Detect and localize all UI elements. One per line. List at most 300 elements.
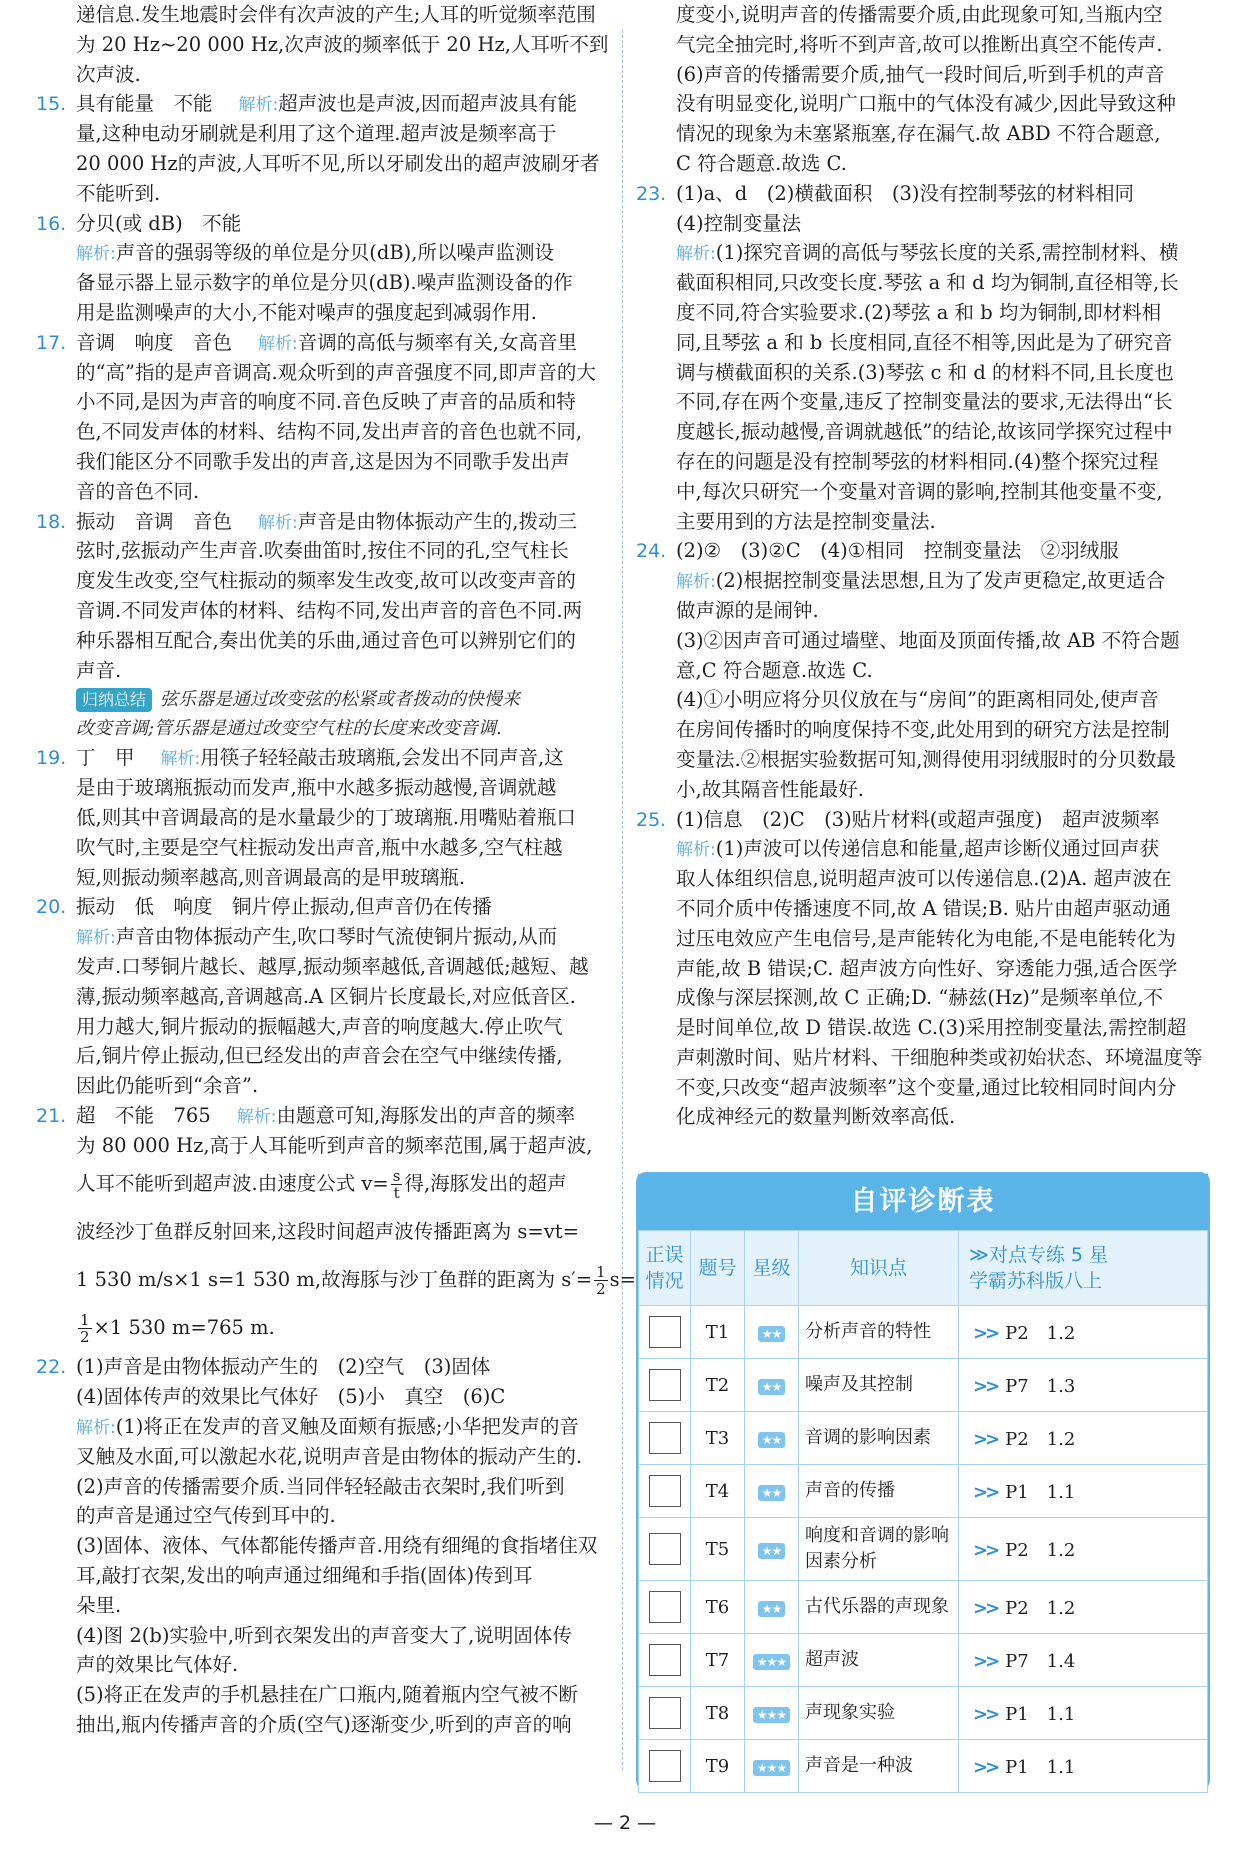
status-checkbox[interactable] <box>649 1369 681 1401</box>
line-text: (2)根据控制变量法思想,且为了发声更稳定,故更适合 <box>715 569 1166 593</box>
line-text: 声音. <box>76 658 122 682</box>
reference-cell <box>959 1412 1208 1465</box>
line-text: 度不同,符合实验要求.(2)琴弦 a 和 b 均为铜制,即材料相 <box>676 300 1162 324</box>
answer-text: 音调 响度 音色 <box>76 330 233 354</box>
text-line <box>636 238 1216 268</box>
text-line <box>36 1352 612 1382</box>
reference-text: P7 1.3 <box>1005 1376 1076 1397</box>
line-text: 声音是由物体振动产生的,拨动三 <box>297 509 577 533</box>
line-text: 中,每次只研究一个变量对音调的影响,控制其他变量不变, <box>676 479 1163 503</box>
status-checkbox[interactable] <box>649 1697 681 1729</box>
text-line <box>636 0 1216 30</box>
fraction-half-a: $\frac{1}{2}$ <box>596 1263 606 1299</box>
line-text: 取人体组织信息,说明超声波可以传递信息.(2)A. 超声波在 <box>676 867 1172 891</box>
text-line <box>636 328 1216 358</box>
reference-cell <box>959 1740 1208 1793</box>
question-id: T1 <box>691 1306 745 1359</box>
analysis-label: 解析: <box>160 749 201 770</box>
text-line <box>636 834 1216 864</box>
line-text: 短,则振动频率越高,则音调最高的是甲玻璃瓶. <box>76 865 466 889</box>
analysis-label: 解析: <box>258 512 298 533</box>
question-id: T6 <box>691 1581 745 1634</box>
page-number: — 2 — <box>593 1812 657 1834</box>
line-text: 是由于玻璃瓶振动而发声,瓶中水越多振动越慢,音调就越 <box>76 776 557 800</box>
line-text: 为 20 Hz~20 000 Hz,次声波的频率低于 20 Hz,人耳听不到 <box>76 32 609 56</box>
reference-cell <box>959 1634 1208 1687</box>
status-checkbox[interactable] <box>649 1422 681 1454</box>
text-line <box>36 803 612 833</box>
reference-text: P2 1.2 <box>1005 1540 1076 1561</box>
line-text: 不同介质中传播速度不同,故 A 错误;B. 贴片由超声驱动通 <box>676 896 1171 920</box>
line-text: 20 000 Hz的声波,人耳听不见,所以牙刷发出的超声波刷牙者 <box>76 151 600 175</box>
line-text: 弦时,弦振动产生声音.吹奏曲笛时,按住不同的孔,空气柱长 <box>76 539 569 563</box>
line-text: 声刺激时间、贴片材料、干细胞种类或初始状态、环境温度等 <box>676 1045 1203 1069</box>
line-text: 没有明显变化,说明广口瓶中的气体没有减少,因此导致这种 <box>676 92 1176 116</box>
line-text: (6)声音的传播需要介质,抽气一段时间后,听到手机的声音 <box>676 62 1165 86</box>
text-line <box>636 924 1216 954</box>
line-text: 用是监测噪声的大小,不能对噪声的强度起到减弱作用. <box>76 300 537 324</box>
text-line <box>636 685 1216 715</box>
text-line <box>636 387 1216 417</box>
text-line <box>636 715 1216 745</box>
reference-text: P2 1.2 <box>1005 1429 1076 1450</box>
question-number: 16. <box>36 212 67 235</box>
line-text: 音的音色不同. <box>76 479 200 503</box>
text-line <box>636 298 1216 328</box>
text-line <box>636 149 1216 179</box>
text-line <box>36 656 612 686</box>
answer-text: 超 不能 765 <box>76 1103 211 1127</box>
line-text: 同,且琴弦 a 和 b 长度相同,直径不相等,因此是为了研究音 <box>676 330 1173 354</box>
star-rating <box>745 1581 799 1634</box>
summary-line-2: 改变音调;管乐器是通过改变空气柱的长度来改变音调. <box>76 718 502 740</box>
question-number: 17. <box>36 331 67 354</box>
text-line <box>636 268 1216 298</box>
text-line <box>36 626 612 656</box>
header-point: 知识点 <box>799 1231 959 1306</box>
diagnosis-row <box>639 1634 1208 1687</box>
analysis-label: 解析: <box>676 572 716 593</box>
line-text: 朵里. <box>76 1593 122 1617</box>
status-cell <box>639 1359 691 1412</box>
line-text: (2)声音的传播需要介质.当同伴轻轻敲击衣架时,我们听到 <box>76 1474 565 1498</box>
star-icon: ★★★ <box>753 1760 790 1776</box>
double-chevron-icon: >> <box>973 1429 998 1450</box>
answer-text: 具有能量 不能 <box>76 92 213 116</box>
text-line <box>636 209 1216 239</box>
answer-text: (4)控制变量法 <box>676 211 802 235</box>
line-text: 声音由物体振动产生,吹口琴时气流使铜片振动,从而 <box>115 925 558 949</box>
text-line <box>636 30 1216 60</box>
question-number: 18. <box>36 510 67 533</box>
line-text: 截面积相同,只改变长度.琴弦 a 和 d 均为铜制,直径相等,长 <box>676 271 1179 295</box>
knowledge-point: 古代乐器的声现象 <box>799 1581 959 1634</box>
line-text: 不变,只改变“超声波频率”这个变量,通过比较相同时间内分 <box>676 1075 1177 1099</box>
text-line <box>36 1650 612 1680</box>
text-line <box>636 179 1216 209</box>
answer-block-left-a <box>36 0 612 685</box>
text-line <box>36 1621 612 1651</box>
diagnosis-table <box>636 1172 1210 1790</box>
text-line <box>636 775 1216 805</box>
text-line <box>636 536 1216 566</box>
text-line <box>36 536 612 566</box>
question-id: T2 <box>691 1359 745 1412</box>
line-text: 备显示器上显示数字的单位是分贝(dB).噪声监测设备的作 <box>76 271 573 295</box>
reference-text: P1 1.1 <box>1005 1704 1076 1725</box>
line-text: 情况的现象为未塞紧瓶塞,存在漏气.故 ABD 不符合题意, <box>676 122 1161 146</box>
formula-line-1: 人耳不能听到超声波.由速度公式 v= $\frac{s}{t}$ 得,海豚发出的超声 <box>76 1167 567 1203</box>
analysis-label: 解析: <box>238 95 279 116</box>
text-line <box>636 1043 1216 1073</box>
knowledge-point: 超声波 <box>799 1634 959 1687</box>
fraction-half-b: $\frac{1}{2}$ <box>80 1311 90 1347</box>
text-line <box>36 477 612 507</box>
analysis-label: 解析: <box>76 1418 116 1439</box>
status-checkbox[interactable] <box>649 1475 681 1507</box>
answer-text: (4)固体传声的效果比气体好 (5)小 真空 (6)C <box>76 1385 506 1409</box>
diagnosis-grid <box>638 1230 1208 1793</box>
knowledge-point: 噪声及其控制 <box>799 1359 959 1412</box>
answer-block-left-b <box>36 743 612 1160</box>
reference-cell <box>959 1306 1208 1359</box>
fraction-s-over-t: $\frac{s}{t}$ <box>392 1167 401 1203</box>
answer-text: (1)信息 (2)C (3)贴片材料(或超声强度) 超声波频率 <box>676 807 1160 831</box>
line-text: 不能听到. <box>76 181 161 205</box>
star-icon: ★★ <box>758 1379 786 1395</box>
line-text: 小,故其隔音性能最好. <box>676 777 864 801</box>
text-line <box>36 892 612 922</box>
knowledge-point: 声音的传播 <box>799 1465 959 1518</box>
line-text: 声能,故 B 错误;C. 超声波方向性好、穿透能力强,适合医学 <box>676 956 1178 980</box>
line-text: 小不同,是因为声音的响度不同.音色反映了声音的品质和特 <box>76 390 576 414</box>
text-line <box>36 773 612 803</box>
summary-line-1: 归纳总结 弦乐器是通过改变弦的松紧或者拨动的快慢来 <box>36 685 612 714</box>
text-line <box>36 1071 612 1101</box>
text-line <box>36 982 612 1012</box>
reference-cell <box>959 1687 1208 1740</box>
analysis-label: 解析: <box>676 244 716 265</box>
line-text: 化成神经元的数量判断效率高低. <box>676 1105 956 1129</box>
question-id: T5 <box>691 1518 745 1581</box>
text-line <box>36 89 612 119</box>
answer-text: (1)a、d (2)横截面积 (3)没有控制琴弦的材料相同 <box>676 181 1134 205</box>
header-stars: 星级 <box>745 1231 799 1306</box>
text-line <box>36 328 612 358</box>
text-line <box>636 1073 1216 1103</box>
text-line <box>36 119 612 149</box>
text-line <box>636 119 1216 149</box>
text-line <box>636 864 1216 894</box>
line-text: (1)探究音调的高低与琴弦长度的关系,需控制材料、横 <box>715 241 1179 265</box>
question-id: T4 <box>691 1465 745 1518</box>
text-line <box>636 596 1216 626</box>
reference-text: P7 1.4 <box>1005 1651 1076 1672</box>
line-text: 的声音是通过空气传到耳中的. <box>76 1504 336 1528</box>
diagnosis-row <box>639 1687 1208 1740</box>
question-number: 24. <box>636 540 667 563</box>
question-id: T3 <box>691 1412 745 1465</box>
answer-text: (1)声音是由物体振动产生的 (2)空气 (3)固体 <box>76 1355 491 1379</box>
line-text: 我们能区分不同歌手发出的声音,这是因为不同歌手发出声 <box>76 449 570 473</box>
line-text: 声的效果比气体好. <box>76 1653 239 1677</box>
line-text: 是时间单位,故 D 错误.故选 C.(3)采用控制变量法,需控制超 <box>676 1016 1187 1040</box>
text-line <box>36 1561 612 1591</box>
double-chevron-icon: >> <box>973 1376 998 1397</box>
line-text: 度发生改变,空气柱振动的频率发生改变,故可以改变声音的 <box>76 569 576 593</box>
knowledge-point: 响度和音调的影响因素分析 <box>799 1518 959 1581</box>
text-line <box>636 89 1216 119</box>
knowledge-point: 声现象实验 <box>799 1687 959 1740</box>
text-line <box>36 238 612 268</box>
line-text: C 符合题意.故选 C. <box>676 151 847 175</box>
status-cell <box>639 1581 691 1634</box>
analysis-label: 解析: <box>258 333 298 354</box>
text-line <box>36 30 612 60</box>
answer-text: (2)② (3)②C (4)①相同 控制变量法 ②羽绒服 <box>676 539 1119 563</box>
line-text: (1)声波可以传递信息和能量,超声诊断仪通过回声获 <box>715 837 1160 861</box>
line-text: 由题意可知,海豚发出的声音的频率 <box>276 1103 576 1127</box>
star-rating <box>745 1634 799 1687</box>
text-line <box>36 298 612 328</box>
star-rating <box>745 1465 799 1518</box>
text-line <box>636 1013 1216 1043</box>
question-number: 23. <box>636 182 667 205</box>
text-line <box>36 566 612 596</box>
line-text: 度变小,说明声音的传播需要介质,由此现象可知,当瓶内空 <box>676 3 1163 26</box>
text-line <box>36 1710 612 1740</box>
line-text: 不同,存在两个变量,违反了控制变量法的要求,无法得出“长 <box>676 390 1173 414</box>
text-line <box>36 1501 612 1531</box>
double-chevron-icon: >> <box>973 1598 998 1619</box>
text-line <box>636 417 1216 447</box>
summary-badge: 归纳总结 <box>76 688 152 712</box>
header-status: 正误 情况 <box>639 1231 691 1306</box>
text-line <box>36 1041 612 1071</box>
text-line <box>636 477 1216 507</box>
line-text: 发声.口琴铜片越长、越厚,振动频率越低,音调越低;越短、越 <box>76 954 589 978</box>
text-line <box>36 952 612 982</box>
diagnosis-row <box>639 1518 1208 1581</box>
double-chevron-icon: >> <box>973 1540 998 1561</box>
line-text: (3)②因声音可通过墙壁、地面及顶面传播,故 AB 不符合题 <box>676 628 1180 652</box>
line-text: 种乐器相互配合,奏出优美的乐曲,通过音色可以辨别它们的 <box>76 628 576 652</box>
line-text: 超声波也是声波,因而超声波具有能 <box>278 92 577 116</box>
status-cell <box>639 1740 691 1793</box>
status-checkbox[interactable] <box>649 1533 681 1565</box>
text-line <box>636 358 1216 388</box>
line-text: (4)图 2(b)实验中,听到衣架发出的声音变大了,说明固体传 <box>76 1623 572 1647</box>
double-chevron-icon: >> <box>973 1323 998 1344</box>
status-cell <box>639 1518 691 1581</box>
reference-cell <box>959 1465 1208 1518</box>
line-text: 吹气时,主要是空气柱振动发出声音,瓶中水越多,空气柱越 <box>76 835 563 859</box>
formula-line-2: 波经沙丁鱼群反射回来,这段时间超声波传播距离为 s=vt= <box>76 1220 579 1244</box>
status-cell <box>639 1412 691 1465</box>
knowledge-point: 音调的影响因素 <box>799 1412 959 1465</box>
text-line <box>36 863 612 893</box>
double-chevron-icon: >> <box>973 1757 998 1778</box>
question-id: T8 <box>691 1687 745 1740</box>
line-text: 用筷子轻轻敲击玻璃瓶,会发出不同声音,这 <box>200 746 564 770</box>
header-ref: ≫对点专练 5 星 学霸苏科版八上 <box>959 1231 1208 1306</box>
line-text: 做声源的是闹钟. <box>676 598 819 622</box>
text-line <box>636 507 1216 537</box>
line-text: 声音的强弱等级的单位是分贝(dB),所以噪声监测设 <box>115 241 554 265</box>
status-checkbox[interactable] <box>649 1644 681 1676</box>
line-text: 次声波. <box>76 62 141 86</box>
header-number: 题号 <box>691 1231 745 1306</box>
analysis-label: 解析: <box>76 244 116 265</box>
answer-text: 分贝(或 dB) 不能 <box>76 211 242 235</box>
reference-cell <box>959 1518 1208 1581</box>
text-line <box>36 417 612 447</box>
text-line <box>36 743 612 773</box>
star-icon: ★★ <box>758 1485 786 1501</box>
diagnosis-table-title: 自评诊断表 <box>638 1174 1208 1230</box>
line-text: (1)将正在发声的音叉触及面颊有振感;小华把发声的音 <box>115 1415 579 1439</box>
line-text: 气完全抽完时,将听不到声音,故可以推断出真空不能传声. <box>676 32 1163 56</box>
star-rating <box>745 1518 799 1581</box>
text-line <box>36 179 612 209</box>
line-text: 音调.不同发声体的材料、结构不同,发出声音的音色不同.两 <box>76 598 583 622</box>
question-number: 20. <box>36 896 67 919</box>
formula-line-3: 1 530 m/s×1 s=1 530 m,故海豚与沙丁鱼群的距离为 s′= $\frac{1}{2}$ s= <box>76 1263 636 1299</box>
text-line <box>636 894 1216 924</box>
text-line <box>36 0 612 30</box>
text-line <box>36 209 612 239</box>
diagnosis-row <box>639 1465 1208 1518</box>
status-checkbox[interactable] <box>649 1316 681 1348</box>
line-text: 意,C 符合题意.故选 C. <box>676 658 873 682</box>
status-cell <box>639 1634 691 1687</box>
line-text: (3)固体、液体、气体都能传播声音.用绕有细绳的食指堵住双 <box>76 1534 598 1558</box>
line-text: 薄,振动频率越高,音调越高.A 区铜片长度最长,对应低音区. <box>76 984 576 1008</box>
answer-text: 振动 音调 音色 <box>76 509 233 533</box>
text-line <box>36 507 612 537</box>
analysis-label: 解析: <box>76 928 116 949</box>
star-icon: ★★ <box>758 1326 786 1342</box>
formula-line-4: $\frac{1}{2}$ ×1 530 m=765 m. <box>80 1311 275 1347</box>
line-text: 递信息.发生地震时会伴有次声波的产生;人耳的听觉频率范围 <box>76 3 596 26</box>
line-text: 在房间传播时的响度保持不变,此处用到的研究方法是控制 <box>676 718 1170 742</box>
text-line <box>36 387 612 417</box>
star-rating <box>745 1740 799 1793</box>
text-line <box>36 833 612 863</box>
text-line <box>36 1531 612 1561</box>
line-text: 调与横截面积的关系.(3)琴弦 c 和 d 的材料不同,且长度也 <box>676 360 1174 384</box>
text-line <box>636 1102 1216 1132</box>
line-text: (5)将正在发声的手机悬挂在广口瓶内,随着瓶内空气被不断 <box>76 1683 578 1707</box>
text-line <box>636 656 1216 686</box>
double-chevron-icon: >> <box>973 1651 998 1672</box>
line-text: 低,则其中音调最高的是水量最少的丁玻璃瓶.用嘴贴着瓶口 <box>76 805 576 829</box>
formula-block <box>36 1160 636 1352</box>
text-line <box>36 358 612 388</box>
star-rating <box>745 1306 799 1359</box>
text-line <box>636 954 1216 984</box>
diagnosis-header-row <box>639 1231 1208 1306</box>
text-line <box>36 60 612 90</box>
diagnosis-row <box>639 1581 1208 1634</box>
status-checkbox[interactable] <box>649 1750 681 1782</box>
text-line <box>36 1442 612 1472</box>
text-line <box>636 983 1216 1013</box>
text-line <box>36 596 612 626</box>
analysis-label: 解析: <box>236 1106 277 1127</box>
line-text: 度越长,振动越慢,音调就越低”的结论,故该同学探究过程中 <box>676 420 1173 444</box>
answer-block-right <box>636 0 1216 1132</box>
question-number: 21. <box>36 1104 67 1127</box>
text-line <box>36 268 612 298</box>
text-line <box>36 1412 612 1442</box>
text-line <box>36 1591 612 1621</box>
line-text: 为 80 000 Hz,高于人耳能听到声音的频率范围,属于超声波, <box>76 1133 593 1157</box>
answer-text: 丁 甲 <box>76 746 135 770</box>
column-divider <box>622 30 623 1770</box>
star-icon: ★★ <box>758 1543 786 1559</box>
text-line <box>36 1131 612 1161</box>
star-rating <box>745 1687 799 1740</box>
reference-text: P2 1.2 <box>1005 1598 1076 1619</box>
star-icon: ★★★ <box>753 1654 790 1670</box>
star-rating <box>745 1412 799 1465</box>
line-text: 叉触及水面,可以激起水花,说明声音是由物体的振动产生的. <box>76 1444 583 1468</box>
line-text: 过压电效应产生电信号,是声能转化为电能,不是电能转化为 <box>676 926 1176 950</box>
knowledge-point: 分析声音的特性 <box>799 1306 959 1359</box>
right-column <box>636 0 1216 1132</box>
diagnosis-row <box>639 1412 1208 1465</box>
text-line <box>36 1012 612 1042</box>
text-line <box>36 447 612 477</box>
knowledge-point: 声音是一种波 <box>799 1740 959 1793</box>
star-icon: ★★ <box>758 1432 786 1448</box>
text-line <box>36 1680 612 1710</box>
text-line <box>36 922 612 952</box>
question-number: 22. <box>36 1356 67 1379</box>
line-text: 耳,敲打衣架,发出的响声通过细绳和手指(固体)传到耳 <box>76 1564 533 1588</box>
line-text: 量,这种电动牙刷就是利用了这个道理.超声波是频率高于 <box>76 122 557 146</box>
text-line <box>636 805 1216 835</box>
left-column <box>36 0 636 1740</box>
reference-text: P1 1.1 <box>1005 1757 1076 1778</box>
line-text: 抽出,瓶内传播声音的介质(空气)逐渐变少,听到的声音的响 <box>76 1713 572 1737</box>
answer-block-left-c <box>36 1352 612 1739</box>
text-line <box>36 1472 612 1502</box>
line-text: 存在的问题是没有控制琴弦的材料相同.(4)整个探究过程 <box>676 449 1159 473</box>
reference-text: P1 1.1 <box>1005 1482 1076 1503</box>
status-checkbox[interactable] <box>649 1591 681 1623</box>
diagnosis-row <box>639 1359 1208 1412</box>
double-chevron-icon: >> <box>973 1482 998 1503</box>
reference-cell <box>959 1581 1208 1634</box>
star-icon: ★★ <box>758 1601 786 1617</box>
line-text: 后,铜片停止振动,但已经发出的声音会在空气中继续传播, <box>76 1044 563 1068</box>
star-icon: ★★★ <box>753 1707 790 1723</box>
text-line <box>36 1101 612 1131</box>
summary-box <box>36 685 612 743</box>
question-id: T7 <box>691 1634 745 1687</box>
reference-text: P2 1.2 <box>1005 1323 1076 1344</box>
line-text: 主要用到的方法是控制变量法. <box>676 509 936 533</box>
line-text: 色,不同发声体的材料、结构不同,发出声音的音色也就不同, <box>76 420 583 444</box>
status-cell <box>639 1306 691 1359</box>
question-number: 25. <box>636 808 667 831</box>
question-number: 19. <box>36 747 67 770</box>
text-line <box>636 745 1216 775</box>
reference-cell <box>959 1359 1208 1412</box>
line-text: 用力越大,铜片振动的振幅越大,声音的响度越大.停止吹气 <box>76 1014 563 1038</box>
